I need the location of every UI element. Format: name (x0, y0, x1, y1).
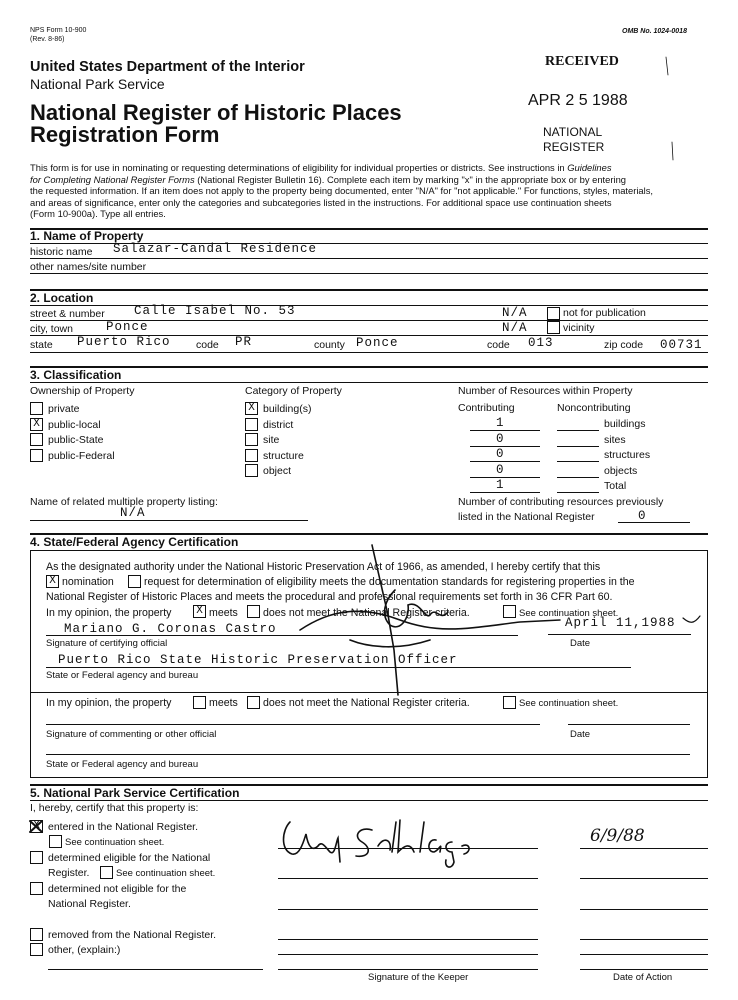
city-field[interactable]: Ponce (106, 320, 149, 334)
ownership-checkbox-1[interactable]: X (30, 418, 43, 431)
commenting-agency-label: State or Federal agency and bureau (46, 759, 199, 770)
county-code-field[interactable]: 013 (528, 336, 554, 350)
entered-label: entered in the National Register. (48, 821, 199, 833)
other-names-label: other names/site number (30, 261, 147, 273)
category-label-1: district (263, 418, 294, 431)
certification-text-line3: National Register of Historic Places and meets the procedural and professional requirements set forth in 36 CFR Part 60. (46, 591, 613, 603)
ownership-heading: Ownership of Property (30, 385, 135, 397)
date-of-action-label: Date of Action (613, 972, 673, 983)
multiple-listing-field[interactable]: N/A (120, 506, 146, 520)
certifying-agency-label: State or Federal agency and bureau (46, 670, 199, 681)
county-field[interactable]: Ponce (356, 336, 399, 350)
not-for-publication-na: N/A (502, 306, 528, 320)
section-3-heading: 3. Classification (30, 368, 122, 382)
register-stamp: REGISTER (543, 140, 605, 154)
noncontributing-heading: Noncontributing (557, 402, 631, 414)
historic-name-label: historic name (30, 246, 93, 258)
eligible-label-2: Register. (48, 867, 90, 879)
street-label: street & number (30, 308, 105, 320)
section-1-heading: 1. Name of Property (30, 229, 144, 243)
opinion-2-label: In my opinion, the property (46, 697, 172, 709)
received-stamp: RECEIVED (545, 54, 619, 69)
see-continuation-label-2: See continuation sheet. (519, 698, 619, 709)
certifying-official-name[interactable]: Mariano G. Coronas Castro (64, 622, 277, 636)
certifying-agency-field[interactable]: Puerto Rico State Historic Preservation Officer (58, 653, 458, 667)
resources-heading: Number of Resources within Property (458, 385, 633, 397)
state-code-field[interactable]: PR (235, 335, 253, 349)
certification-date[interactable]: April 11,1988 (565, 616, 676, 630)
eligible-see-continuation-label: See continuation sheet. (116, 868, 216, 879)
previously-listed-label-1: Number of contributing resources previously (458, 496, 664, 508)
section-2-heading: 2. Location (30, 291, 94, 305)
national-stamp: NATIONAL (543, 125, 603, 139)
category-checkbox-0[interactable]: X (245, 402, 258, 415)
county-label: county (314, 339, 345, 351)
keeper-signature-label: Signature of the Keeper (368, 972, 469, 983)
eligible-label-1: determined eligible for the National (48, 852, 211, 864)
form-number: NPS Form 10-900 (30, 27, 87, 34)
does-not-meet-label: does not meet the National Register criteria. (263, 607, 470, 619)
intro-paragraph: This form is for use in nominating or requesting determinations of eligibility for individual properties or districts. See instructions in Guidelines for Completing National Register Forms (National Register Bulletin 16). Complete each item by marking "x" in the appropriate box or by entering the requested information. If an item does not apply to the property being documented, enter "N/A" for "not applicable." For functions, styles, materials, and areas of significance, enter only the categories and subcategories listed in the instructions. For additional space use continuation sheets (Form 10-900a). Type all entries. (30, 162, 654, 220)
multiple-listing-label: Name of related multiple property listing: (30, 496, 218, 508)
state-label: state (30, 339, 53, 351)
contributing-heading: Contributing (458, 402, 515, 414)
opinion-label: In my opinion, the property (46, 607, 172, 619)
nomination-checkbox[interactable]: X (46, 575, 59, 588)
category-label-3: structure (263, 449, 304, 462)
category-label-2: site (263, 434, 280, 446)
resource-type-1: sites (604, 433, 626, 446)
previously-listed-value[interactable]: 0 (638, 509, 647, 523)
removed-label: removed from the National Register. (48, 929, 217, 941)
meets-label: meets (209, 607, 238, 619)
not-for-publication-label: not for publication (563, 307, 646, 319)
category-label-4: object (263, 465, 292, 477)
meets-checkbox[interactable]: X (193, 605, 206, 618)
certifying-signature-label: Signature of certifying official (46, 638, 168, 649)
omb-number: OMB No. 1024-0018 (622, 28, 687, 35)
contributing-value-0[interactable]: 1 (496, 416, 505, 430)
zip-label: zip code (604, 339, 644, 351)
city-label: city, town (30, 323, 73, 335)
date-of-action-value[interactable]: 6/9/88 (590, 826, 645, 846)
vicinity-label: vicinity (563, 322, 595, 334)
ownership-label-3: public-Federal (48, 449, 115, 462)
request-determination-label: request for determination of eligibility meets the documentation standards for registering properties in the (144, 576, 635, 588)
historic-name-field[interactable]: Salazar-Candal Residence (113, 242, 318, 256)
resource-type-4: Total (604, 480, 627, 492)
not-eligible-label-1: determined not eligible for the (48, 883, 187, 895)
entered-see-continuation-label: See continuation sheet. (65, 837, 165, 848)
received-stamp-date: APR 2 5 1988 (528, 92, 628, 109)
certification-text-line1: As the designated authority under the National Historic Preservation Act of 1966, as amended, I hereby certify that this (46, 561, 601, 573)
commenting-date-label: Date (570, 729, 591, 740)
form-title-line1: National Register of Historic Places (30, 100, 402, 125)
section-4-heading: 4. State/Federal Agency Certification (30, 535, 239, 549)
nomination-label: nomination (62, 576, 114, 588)
vicinity-na: N/A (502, 321, 528, 335)
contributing-value-3[interactable]: 0 (496, 462, 505, 477)
category-heading: Category of Property (245, 385, 342, 397)
state-code-label: code (196, 339, 219, 351)
section-5-heading: 5. National Park Service Certification (30, 786, 240, 800)
agency-name: National Park Service (30, 76, 165, 92)
county-code-label: code (487, 339, 510, 351)
resource-type-0: buildings (604, 418, 646, 430)
ownership-label-2: public-State (48, 434, 104, 446)
street-field[interactable]: Calle Isabel No. 53 (134, 304, 296, 318)
resource-type-2: structures (604, 449, 651, 461)
nps-certify-intro: I, hereby, certify that this property is: (30, 802, 199, 814)
department-name: United States Department of the Interior (30, 59, 305, 75)
contributing-value-4[interactable]: 1 (496, 478, 505, 492)
zip-field[interactable]: 00731 (660, 338, 703, 352)
does-not-meet-2-label: does not meet the National Register criteria. (263, 697, 470, 709)
form-revision: (Rev. 8-86) (30, 36, 65, 43)
certification-date-label: Date (570, 638, 591, 649)
form-title-line2: Registration Form (30, 122, 220, 147)
ownership-label-1: public-local (48, 418, 101, 431)
not-eligible-label-2: National Register. (48, 898, 131, 910)
contributing-value-1[interactable]: 0 (496, 431, 505, 446)
contributing-value-2[interactable]: 0 (496, 447, 505, 461)
meets-2-label: meets (209, 697, 238, 709)
ownership-label-0: private (48, 403, 80, 415)
previously-listed-label-2: listed in the National Register (458, 511, 595, 523)
commenting-signature-label: Signature of commenting or other official (46, 729, 217, 740)
see-continuation-label-1: See continuation sheet. (519, 608, 619, 619)
category-label-0: building(s) (263, 403, 312, 415)
state-field[interactable]: Puerto Rico (77, 335, 171, 349)
resource-type-3: objects (604, 464, 638, 477)
entered-checkbox[interactable]: X (30, 820, 43, 833)
other-label: other, (explain:) (48, 944, 121, 956)
